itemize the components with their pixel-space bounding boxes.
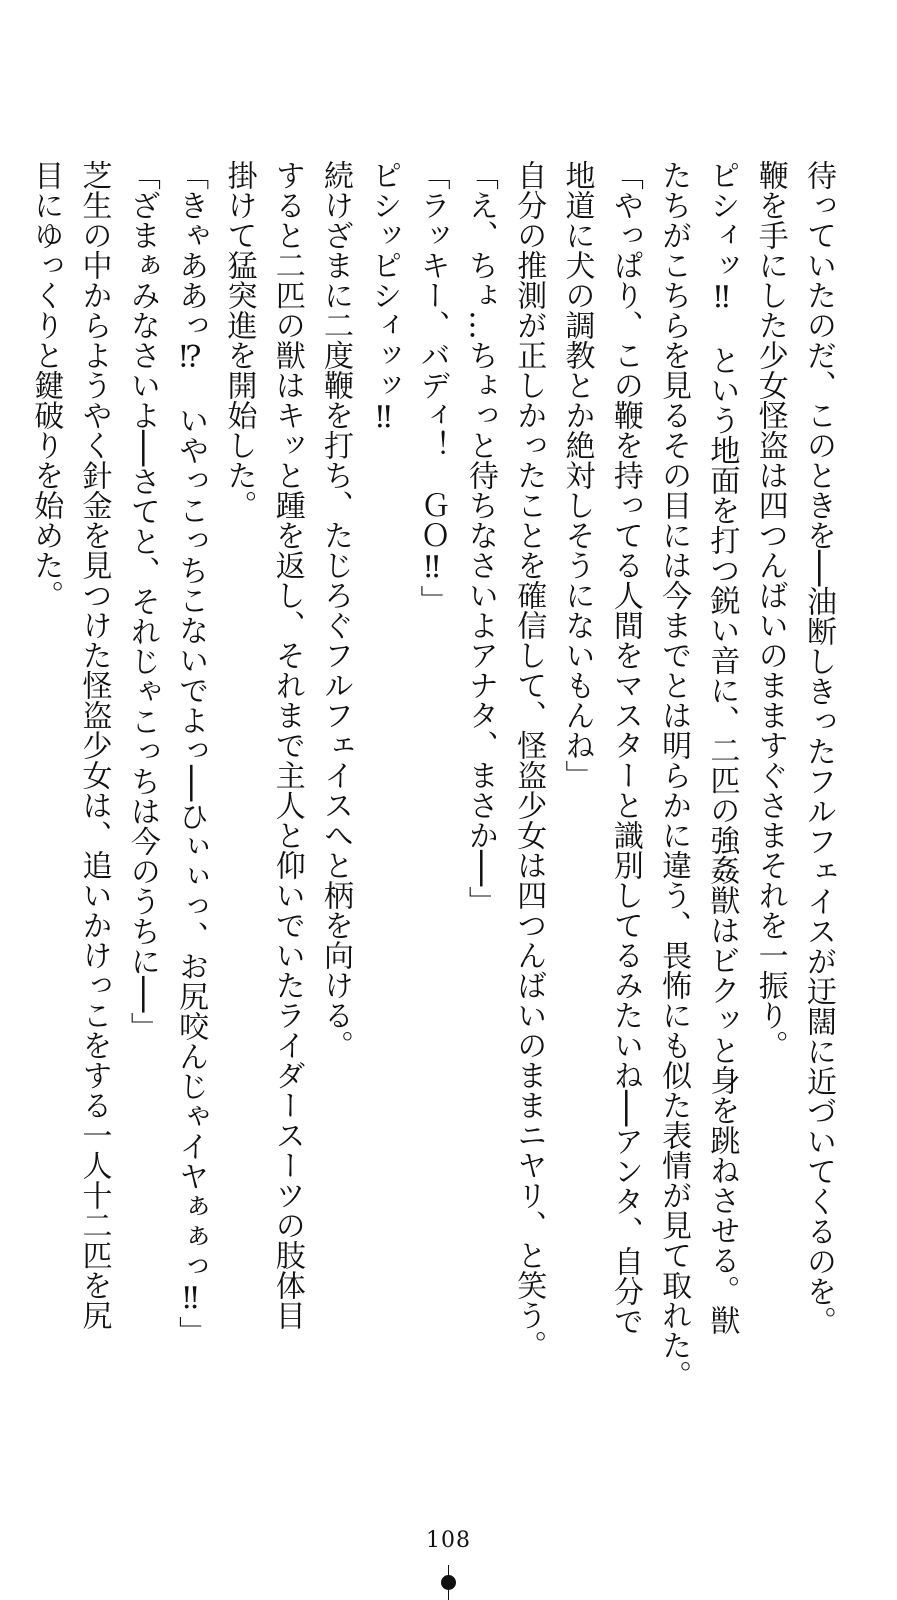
text-line: 続けざまに二度鞭を打ち、たじろぐフルフェイスへと柄を向ける。 [318,160,354,1060]
text-line: 芝生の中からようやく針金を見つけた怪盗少女は、追いかけっこをする一人十二匹を尻 [76,160,112,1330]
text-line: 目にゆっくりと鍵破りを始めた。 [28,160,64,610]
text-line: すると二匹の獣はキッと踵を返し、それまで主人と仰いでいたライダースーツの肢体目 [269,160,305,1330]
page-number: 108 [426,1528,471,1553]
page-marker-icon [448,1565,449,1600]
text-line: 待っていたのだ、このときを──油断しきったフルフェイスが迂闊に近づいてくるのを。 [801,160,836,1337]
text-line: 「え、ちょ…ちょっと待ちなさいよアナタ、まさか──」 [462,160,498,917]
text-line: ピシッピシィッッ‼ [366,160,402,435]
text-line: 地道に犬の調教とか絶対しそうにないもんね」 [559,160,595,790]
text-line: たちがこちらを見るその目には今までとは明らかに違う、畏怖にも似た表情が見て取れた。 [656,160,692,1390]
vertical-text-block [28,160,842,1390]
text-line: 「きゃああっ⁉ いやっこっちこないでよっ──ひぃぃっ、お尻咬んじゃイヤぁぁっ‼」 [173,160,209,1347]
text-line: 「やっぱり、この鞭を持ってる人間をマスターと識別してるみたいね──アンタ、自分で [607,160,643,1337]
text-line: 鞭を手にした少女怪盗は四つんばいのまますぐさまそれを一振り。 [752,160,788,1060]
text-line: 掛けて猛突進を開始した。 [221,160,257,520]
text-line: 「ざまぁみなさいよ──さてと、それじゃこっちは今のうちに──」 [124,160,160,1043]
marker-dot-icon [441,1575,456,1590]
text-line: 「ラッキー、バディ！ ＧＯ‼」 [414,160,450,615]
text-line: ピシィッ‼ という地面を打つ鋭い音に、二匹の強姦獣はビクッと身を跳ねさせる。獣 [704,160,740,1335]
text-line: 自分の推測が正しかったことを確信して、怪盗少女は四つんばいのままニヤリ、と笑う。 [511,160,547,1360]
